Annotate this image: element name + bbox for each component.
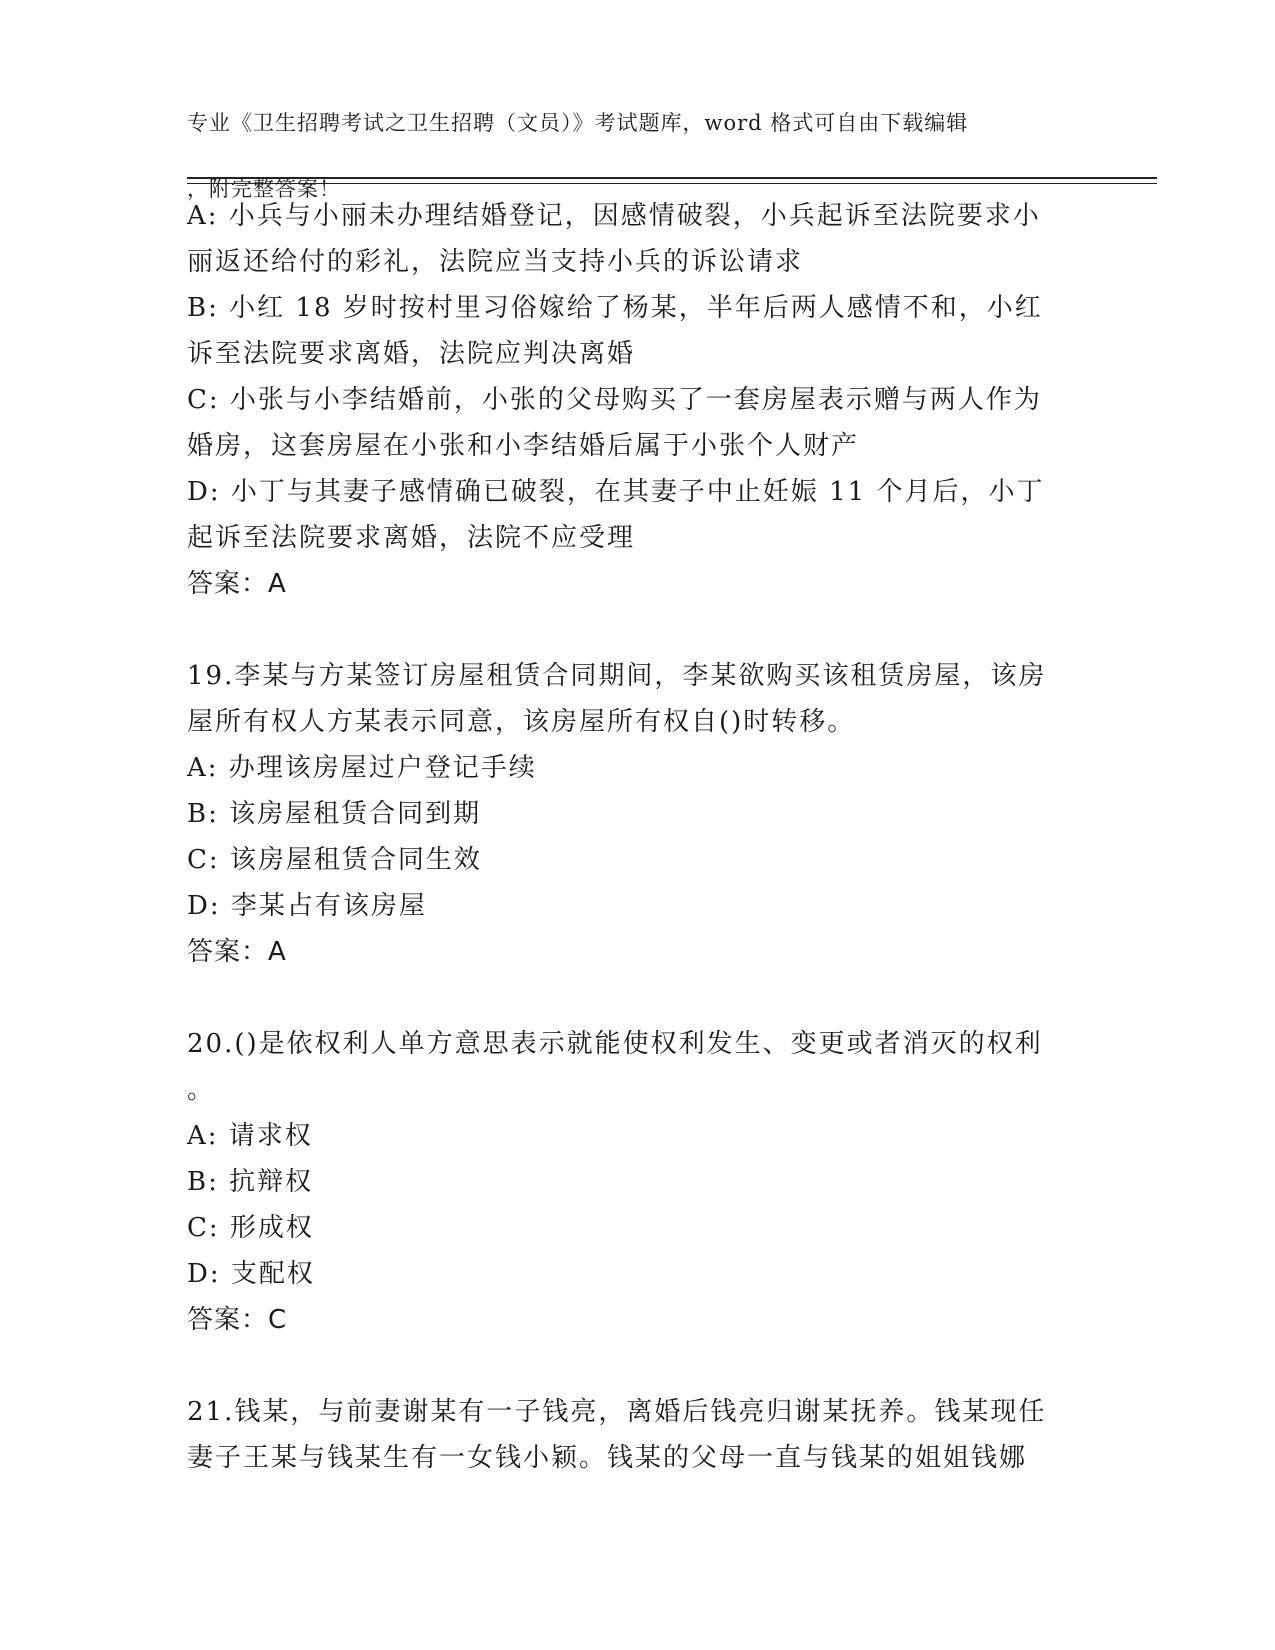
question-20-option-a: A: 请求权 [187, 1121, 313, 1151]
question-18-options [187, 193, 1087, 607]
answer-19: 答案：A [187, 937, 287, 967]
option-b-line-2: 诉至法院要求离婚，法院应判决离婚 [187, 339, 636, 369]
question-20-option-c: C: 形成权 [187, 1213, 314, 1243]
option-a-line-2: 丽返还给付的彩礼，法院应当支持小兵的诉讼请求 [187, 247, 804, 277]
question-19-stem-line-1: 19.李某与方某签订房屋租赁合同期间，李某欲购买该租赁房屋，该房 [187, 661, 1047, 691]
header-rule-thin [187, 183, 1157, 184]
option-b-line-1: B: 小红 18 岁时按村里习俗嫁给了杨某，半年后两人感情不和，小红 [187, 293, 1043, 323]
question-20-stem-line-1: 20.()是依权利人单方意思表示就能使权利发生、变更或者消灭的权利 [187, 1029, 1043, 1059]
question-20-stem-line-2: 。 [187, 1075, 216, 1105]
question-20 [187, 1021, 1087, 1343]
answer-18: 答案：A [187, 569, 287, 599]
document-body [187, 193, 1087, 1481]
question-19-option-a: A: 办理该房屋过户登记手续 [187, 753, 537, 783]
question-19-option-c: C: 该房屋租赁合同生效 [187, 845, 482, 875]
header-line-1: 专业《卫生招聘考试之卫生招聘（文员）》考试题库，word 格式可自由下载编辑 [187, 111, 969, 135]
answer-20: 答案：C [187, 1305, 288, 1335]
header-line-2: ，附完整答案！ [187, 177, 341, 201]
question-21 [187, 1389, 1087, 1481]
question-21-stem-line-2: 妻子王某与钱某生有一女钱小颖。钱某的父母一直与钱某的姐姐钱娜 [187, 1443, 1028, 1473]
header-rule-thick [187, 177, 1157, 179]
option-c-line-2: 婚房，这套房屋在小张和小李结婚后属于小张个人财产 [187, 431, 860, 461]
option-d-line-1: D: 小丁与其妻子感情确已破裂，在其妻子中止妊娠 11 个月后，小丁 [187, 477, 1045, 507]
option-d-line-2: 起诉至法院要求离婚，法院不应受理 [187, 523, 636, 553]
option-a-line-1: A: 小兵与小丽未办理结婚登记，因感情破裂，小兵起诉至法院要求小 [187, 201, 1041, 231]
question-19 [187, 653, 1087, 975]
question-19-stem-line-2: 屋所有权人方某表示同意，该房屋所有权自()时转移。 [187, 707, 856, 737]
option-c-line-1: C: 小张与小李结婚前，小张的父母购买了一套房屋表示赠与两人作为 [187, 385, 1042, 415]
question-20-option-b: B: 抗辩权 [187, 1167, 314, 1197]
question-19-option-b: B: 该房屋租赁合同到期 [187, 799, 482, 829]
question-19-option-d: D: 李某占有该房屋 [187, 891, 427, 921]
question-20-option-d: D: 支配权 [187, 1259, 315, 1289]
question-21-stem-line-1: 21.钱某，与前妻谢某有一子钱亮，离婚后钱亮归谢某抚养。钱某现任 [187, 1397, 1047, 1427]
